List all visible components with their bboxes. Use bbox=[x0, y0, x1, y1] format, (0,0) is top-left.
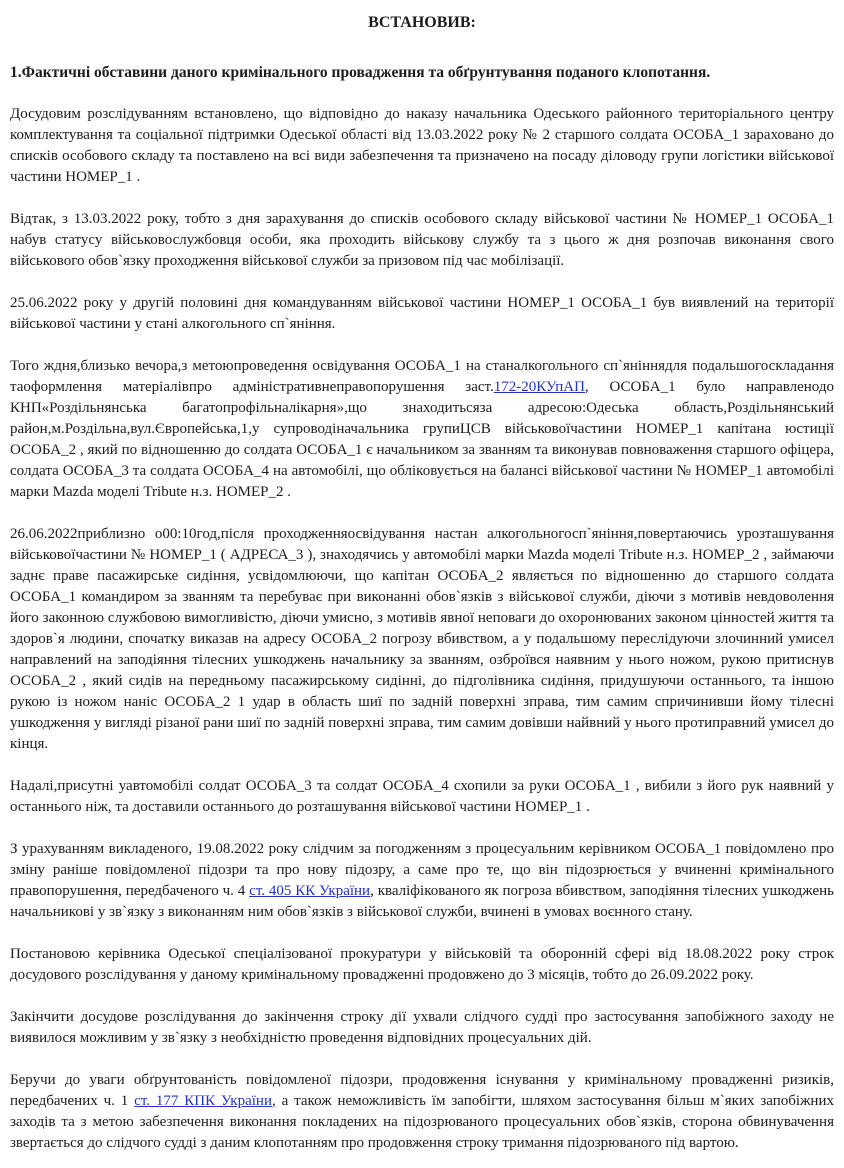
law-reference-link[interactable]: 172-20КУпАП bbox=[493, 379, 585, 395]
paragraph-text: Беручи до уваги обґрунтованість повідомленої підозри, продовження існування у кримінальному провадженні ризиків, передбачених ч. 1 bbox=[10, 1072, 834, 1109]
document-paragraph bbox=[10, 524, 834, 755]
document-paragraph bbox=[10, 1070, 834, 1154]
document-paragraph bbox=[10, 944, 834, 986]
law-reference-link[interactable]: ст. 405 КК України bbox=[249, 883, 371, 899]
document-paragraph bbox=[10, 104, 834, 188]
document-paragraph bbox=[10, 209, 834, 272]
document-paragraph bbox=[10, 1007, 834, 1049]
paragraph-text: 26.06.2022приблизно о00:10год,після проходженняосвідування настан алкогольногосп`яніння,повертаючись урозташування військовоїчастини № НОМЕР_1 ( АДРЕСА_3 ), знаходячись у автомобілі марки Mazda моделі Tribute н.з. НОМЕР_2 , займаючи заднє праве пасажирське сидіння, усвідомлюючи, що капітан ОСОБА_2 являється по відношенню до старшого солдата ОСОБА_1 командиром за званням та перебуває при виконанні обов`язків з військової служби, діючи з мотивів невдоволення його законною службовою вимогливістю, діючи умисно, з мотивів явної неповаги до охоронюваних законом цінностей життя та здоров`я людини, спочатку виказав на адресу ОСОБА_2 погрозу вбивством, а у подальшому переслідуючи злочинний умисел направлений на заподіяння тілесних ушкоджень начальнику за званням, озброївся наявним у нього ножом, рукою притиснув ОСОБА_2 , який сидів на передньому пасажирському сидінні, до підголівника сидіння, придушуючи останнього, та іншою рукою із ножом наніс ОСОБА_2 1 удар в область шиї по задній поверхні зправа, тим самим спричинивши йому тілесні ушкодження у вигляді різаної рани шиї по задній поверхні зправа, тим самим довівши найвний у нього протиправний умисел до кінця. bbox=[10, 526, 834, 752]
paragraph-text: , а також неможливість їм запобігти, шляхом застосування більш м`яких запобіжних заходів та з метою забезпечення виконання покладених на підозрюваного процесуальних обов`язків, сторона обвинувачення звертається до слідчого судді з даним клопотанням про продовження строку тримання підозрюваного під вартою. bbox=[10, 1093, 834, 1151]
paragraph-text: Того ждня,близько вечора,з метоюпроведення освідування ОСОБА_1 на станалкогольного сп`яніннядля подальшогоскладання таоформлення матеріалівпро адміністративнеправопорушення заст. bbox=[10, 358, 834, 395]
document-paragraph bbox=[10, 293, 834, 335]
document-title: ВСТАНОВИВ: bbox=[368, 14, 476, 31]
document-body bbox=[10, 104, 834, 1154]
paragraph-text: , кваліфікованого як погроза вбивством, заподіяння тілесних ушкоджень начальникові у зв`язку з виконанням ним обов`язків з військової служби, вчинені в умовах воєнного стану. bbox=[10, 883, 834, 920]
law-reference-link[interactable]: ст. 177 КПК України bbox=[134, 1093, 272, 1109]
paragraph-text: Досудовим розслідуванням встановлено, що відповідно до наказу начальника Одеського районного територіального центру комплектування та соціальної підтримки Одеської області від 13.03.2022 року № 2 старшого солдата ОСОБА_1 зараховано до списків особового складу та поставлено на всі види забезпечення та призначено на посаду діловоду групи логістики військової частини НОМЕР_1 . bbox=[10, 106, 834, 185]
paragraph-text: , ОСОБА_1 було направленодо КНП«Роздільнянська багатопрофільналікарня»,що знаходитьсяза адресою:Одеська область,Роздільнянський район,м.Роздільна,вул.Європейська,1,у супроводіначальника групиЦСВ військовоїчастини НОМЕР_1 капітана юстиції ОСОБА_2 , який по відношенню до солдата ОСОБА_1 є начальником за званням та виконував повноваження старшого офіцера, солдата ОСОБА_3 та солдата ОСОБА_4 на автомобілі, що обліковується на балансі військової частини № НОМЕР_1 автомобілі марки Mazda моделі Tribute н.з. НОМЕР_2 . bbox=[10, 379, 834, 500]
document-paragraph bbox=[10, 839, 834, 923]
paragraph-text: Постановою керівника Одеської спеціалізованої прокуратури у військовій та оборонній сфері від 18.08.2022 року строк досудового розслідування у даному кримінальному провадженні продовжено до 3 місяців, тобто до 26.09.2022 року. bbox=[10, 946, 834, 983]
paragraph-text: Закінчити досудове розслідування до закінчення строку дії ухвали слідчого судді про застосування запобіжного заходу не виявилося можливим у зв`язку з необхідністю проведення відповідних процесуальних дій. bbox=[10, 1009, 834, 1046]
document-paragraph bbox=[10, 776, 834, 818]
document-paragraph bbox=[10, 356, 834, 503]
paragraph-text: 25.06.2022 року у другій половині дня командуванням військової частини НОМЕР_1 ОСОБА_1 був виявлений на території військової частини у стані алкогольного сп`яніння. bbox=[10, 295, 834, 332]
paragraph-text: З урахуванням викладеного, 19.08.2022 року слідчим за погодженням з процесуальним керівником ОСОБА_1 повідомлено про зміну раніше повідомленої підозри та про нову підозру, а саме про те, що він підозрюється у вчиненні кримінального правопорушення, передбаченого ч. 4 bbox=[10, 841, 834, 899]
paragraph-text: Відтак, з 13.03.2022 року, тобто з дня зарахування до списків особового складу військової частини № НОМЕР_1 ОСОБА_1 набув статусу військовослужбовця особи, яка проходить військову службу та з цього ж дня розпочав виконання свого військового обов`язку проходження військової служби за призовом під час мобілізації. bbox=[10, 211, 834, 269]
paragraph-text: Надалі,присутні уавтомобілі солдат ОСОБА_3 та солдат ОСОБА_4 схопили за руки ОСОБА_1 , вибили з його рук наявний у останнього ніж, та доставили останнього до розташування військової частини НОМЕР_1 . bbox=[10, 778, 834, 815]
section-heading: 1.Фактичні обставини даного кримінального провадження та обґрунтування поданого клопотання. bbox=[10, 64, 711, 81]
